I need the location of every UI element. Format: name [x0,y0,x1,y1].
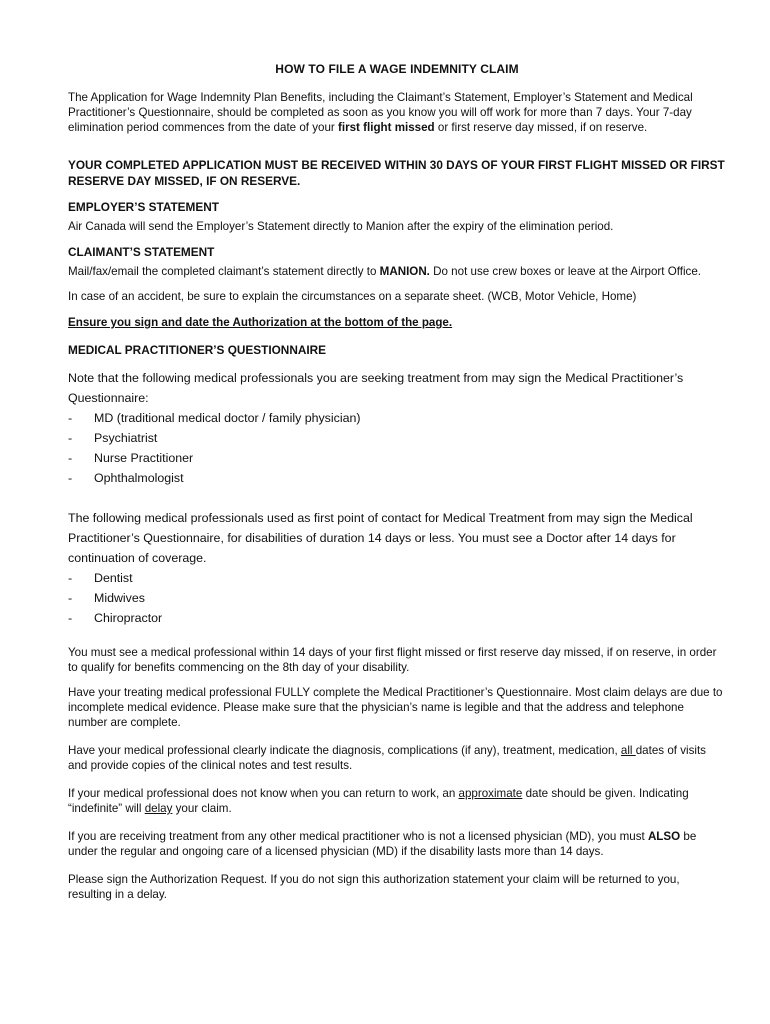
first-contact-list [68,568,726,628]
page-title: HOW TO FILE A WAGE INDEMNITY CLAIM [275,62,519,76]
claimant-mail-paragraph [68,264,726,279]
sign-reminder: Ensure you sign and date the Authorization at the bottom of the page. [68,316,453,329]
list-item: - Dentist [68,568,726,588]
authorization-paragraph: Please sign the Authorization Request. If you do not sign this authorization statement your claim will be returned to you, resulting in a delay. [68,873,680,901]
medical-professionals-list [68,408,726,488]
also-emphasis: ALSO [647,830,681,843]
return-text: If your medical professional does not know when you can return to work, an [68,787,459,800]
list-item: - Ophthalmologist [68,468,726,488]
delay-emphasis: delay [144,802,173,815]
return-to-work-paragraph [68,786,726,816]
return-text-mid: date should be given. Indicating “indefinite” will [68,787,689,815]
intro-emphasis: first flight missed [338,121,435,134]
list-item: - Midwives [68,588,726,608]
other-text-end: be under the regular and ongoing care of a licensed physician (MD) if the disability lasts more than 14 days. [68,830,697,858]
within-14-days-paragraph: You must see a medical professional within 14 days of your first flight missed or first reserve day missed, if on reserve, in order to qualify for benefits commencing on the 8th day of your disability. [68,646,717,674]
deadline-notice: YOUR COMPLETED APPLICATION MUST BE RECEIVED WITHIN 30 DAYS OF YOUR FIRST FLIGHT MISSED OR FIRST RESERVE DAY MISSED, IF ON RESERVE. [68,158,725,188]
list-item: - MD (traditional medical doctor / family physician) [68,408,726,428]
document-page [68,62,726,902]
accident-paragraph: In case of an accident, be sure to explain the circumstances on a separate sheet. (WCB, Motor Vehicle, Home) [68,290,637,303]
intro-text: The Application for Wage Indemnity Plan Benefits, including the Claimant’s Statement, Employer’s Statement and Medical Practitioner’s Questionnaire, should be completed as soon as you know you will off work for more than 7 days. Your 7-day elimination period commences from the date of your [68,91,693,134]
all-emphasis: all [620,744,636,757]
list-item: - Psychiatrist [68,428,726,448]
indicate-text: Have your medical professional clearly indicate the diagnosis, complications (if any), treatment, medication, [68,744,621,757]
return-text-end: your claim. [172,802,232,815]
manion-emphasis: MANION. [379,265,430,278]
intro-text-end: or first reserve day missed, if on reserve. [434,121,648,134]
claimant-mail-text-end: Do not use crew boxes or leave at the Airport Office. [429,265,702,278]
medical-heading: MEDICAL PRACTITIONER’S QUESTIONNAIRE [68,343,327,357]
employer-text: Air Canada will send the Employer’s Statement directly to Manion after the expiry of the elimination period. [68,220,614,233]
intro-paragraph [68,90,726,135]
first-contact-paragraph: The following medical professionals used as first point of contact for Medical Treatment from may sign the Medical Practitioner’s Questionnaire, for disabilities of duration 14 days or less. You must see a Doctor after 14 days for continuation of coverage. [68,511,693,565]
approximate-emphasis: approximate [458,787,523,800]
list-item: - Nurse Practitioner [68,448,726,468]
employer-heading: EMPLOYER’S STATEMENT [68,200,219,214]
indicate-text-end: dates of visits and provide copies of the clinical notes and test results. [68,744,706,772]
list-item: - Chiropractor [68,608,726,628]
medical-note: Note that the following medical professionals you are seeking treatment from may sign the Medical Practitioner’s Questionnaire: [68,371,684,405]
claimant-heading: CLAIMANT’S STATEMENT [68,245,215,259]
claimant-mail-text: Mail/fax/email the completed claimant’s statement directly to [68,265,380,278]
fully-complete-paragraph: Have your treating medical professional FULLY complete the Medical Practitioner’s Questionnaire. Most claim delays are due to incomplete medical evidence. Please make sure that the physician’s name is legible and that the address and telephone number are complete. [68,686,723,729]
indicate-diagnosis-paragraph [68,743,726,773]
other-practitioner-paragraph [68,829,726,859]
other-text: If you are receiving treatment from any other medical practitioner who is not a licensed physician (MD), you must [68,830,648,843]
